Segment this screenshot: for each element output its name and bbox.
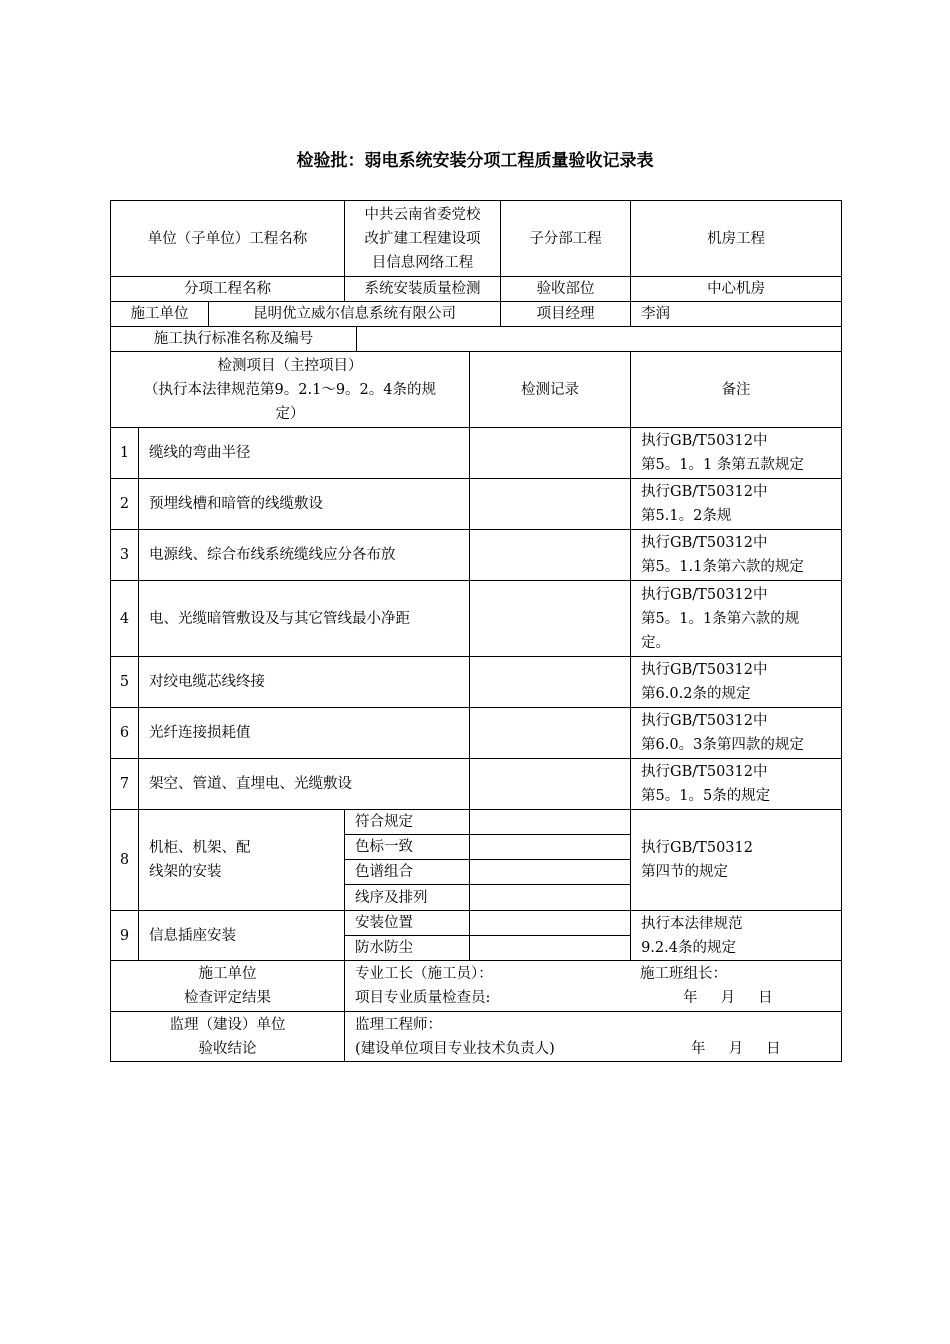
contractor-value: 昆明优立威尔信息系统有限公司 — [209, 302, 501, 327]
acceptance-part-value: 中心机房 — [631, 277, 842, 302]
sub-item-name: 线序及排列 — [345, 885, 470, 911]
item-record — [470, 911, 631, 936]
foreman-label: 专业工长（施工员）： — [355, 966, 493, 982]
item-name: 对绞电缆芯线终接 — [139, 657, 470, 708]
item-record — [470, 860, 631, 885]
item-record — [470, 835, 631, 860]
sub-item-label: 分项工程名称 — [111, 277, 345, 302]
inspector-label: 项目专业质量检查员: — [355, 990, 491, 1006]
team-leader-label: 施工班组长： — [640, 966, 728, 982]
supervising-engineer-label: 监理工程师： — [355, 1016, 443, 1033]
item-name: 架空、管道、直埋电、光缆敷设 — [139, 759, 470, 810]
item-row — [111, 581, 842, 657]
item-number: 5 — [111, 657, 139, 708]
sub-item-name: 防水防尘 — [345, 936, 470, 961]
item-record — [470, 657, 631, 708]
item-number: 1 — [111, 428, 139, 479]
item-remark: 执行本法律规范 9.2.4条的规定 — [631, 911, 842, 961]
contractor-signature-area — [345, 961, 842, 1012]
item-remark: 执行GB/T50312中 第5。1.1条第六款的规定 — [631, 530, 842, 581]
sub-item-name: 色标一致 — [345, 835, 470, 860]
item-number: 2 — [111, 479, 139, 530]
item-record — [470, 936, 631, 961]
item-remark: 执行GB/T50312 第四节的规定 — [631, 810, 842, 911]
unit-project-label: 单位（子单位）工程名称 — [111, 201, 345, 277]
sub-division-label: 子分部工程 — [501, 201, 631, 277]
item-row — [111, 759, 842, 810]
item-number: 3 — [111, 530, 139, 581]
sub-item-name: 安装位置 — [345, 911, 470, 936]
item-record — [470, 428, 631, 479]
item-record — [470, 708, 631, 759]
item-column-header: 检测项目（主控项目） （执行本法律规范第9。2.1～9。2。4条的规 定） — [111, 352, 470, 428]
project-manager-label: 项目经理 — [501, 302, 631, 327]
item-record — [470, 479, 631, 530]
remark-column-header: 备注 — [631, 352, 842, 428]
standard-label: 施工执行标准名称及编号 — [111, 327, 357, 352]
item-number: 6 — [111, 708, 139, 759]
check-date: 年 月 日 — [683, 990, 773, 1006]
item-number: 7 — [111, 759, 139, 810]
unit-project-value: 中共云南省委党校 改扩建工程建设项 目信息网络工程 — [345, 201, 501, 277]
item-remark: 执行GB/T50312中 第5。1。1 条第五款规定 — [631, 428, 842, 479]
acceptance-record-table — [110, 200, 842, 1062]
item-row — [111, 428, 842, 479]
item-number: 4 — [111, 581, 139, 657]
acceptance-part-label: 验收部位 — [501, 277, 631, 302]
contractor-check-label: 施工单位 检查评定结果 — [111, 961, 345, 1012]
item-name: 光纤连接损耗值 — [139, 708, 470, 759]
owner-tech-label: (建设单位项目专业技术负责人) — [355, 1040, 555, 1057]
item-record — [470, 581, 631, 657]
item-row — [111, 530, 842, 581]
sub-division-value: 机房工程 — [631, 201, 842, 277]
item-remark: 执行GB/T50312中 第6.0.2条的规定 — [631, 657, 842, 708]
item-name: 电源线、综合布线系统缆线应分各布放 — [139, 530, 470, 581]
item-record — [470, 810, 631, 835]
item-remark: 执行GB/T50312中 第5。1。5条的规定 — [631, 759, 842, 810]
item-record — [470, 530, 631, 581]
project-manager-value: 李润 — [631, 302, 842, 327]
item-row — [111, 479, 842, 530]
item-remark: 执行GB/T50312中 第6.0。3条第四款的规定 — [631, 708, 842, 759]
sub-item-value: 系统安装质量检测 — [345, 277, 501, 302]
contractor-label: 施工单位 — [111, 302, 209, 327]
item-number: 8 — [111, 810, 139, 911]
item-name: 预埋线槽和暗管的线缆敷设 — [139, 479, 470, 530]
item-number: 9 — [111, 911, 139, 961]
item-row — [111, 708, 842, 759]
sub-item-name: 色谱组合 — [345, 860, 470, 885]
item-name: 机柜、机架、配 线架的安装 — [139, 810, 345, 911]
sub-item-name: 符合规定 — [345, 810, 470, 835]
item-remark: 执行GB/T50312中 第5.1。2条规 — [631, 479, 842, 530]
item-name: 电、光缆暗管敷设及与其它管线最小净距 — [139, 581, 470, 657]
item-name: 信息插座安装 — [139, 911, 345, 961]
item-record — [470, 885, 631, 911]
item-row — [111, 810, 842, 835]
page-title: 检验批：弱电系统安装分项工程质量验收记录表 — [296, 151, 654, 171]
item-row — [111, 911, 842, 936]
standard-value — [357, 327, 842, 352]
item-name: 缆线的弯曲半径 — [139, 428, 470, 479]
supervision-signature-area — [345, 1012, 842, 1062]
item-row — [111, 657, 842, 708]
item-remark: 执行GB/T50312中 第5。1。1条第六款的规 定。 — [631, 581, 842, 657]
acceptance-date: 年 月 日 — [691, 1041, 781, 1057]
supervision-label: 监理（建设）单位 验收结论 — [111, 1012, 345, 1062]
record-column-header: 检测记录 — [470, 352, 631, 428]
item-record — [470, 759, 631, 810]
